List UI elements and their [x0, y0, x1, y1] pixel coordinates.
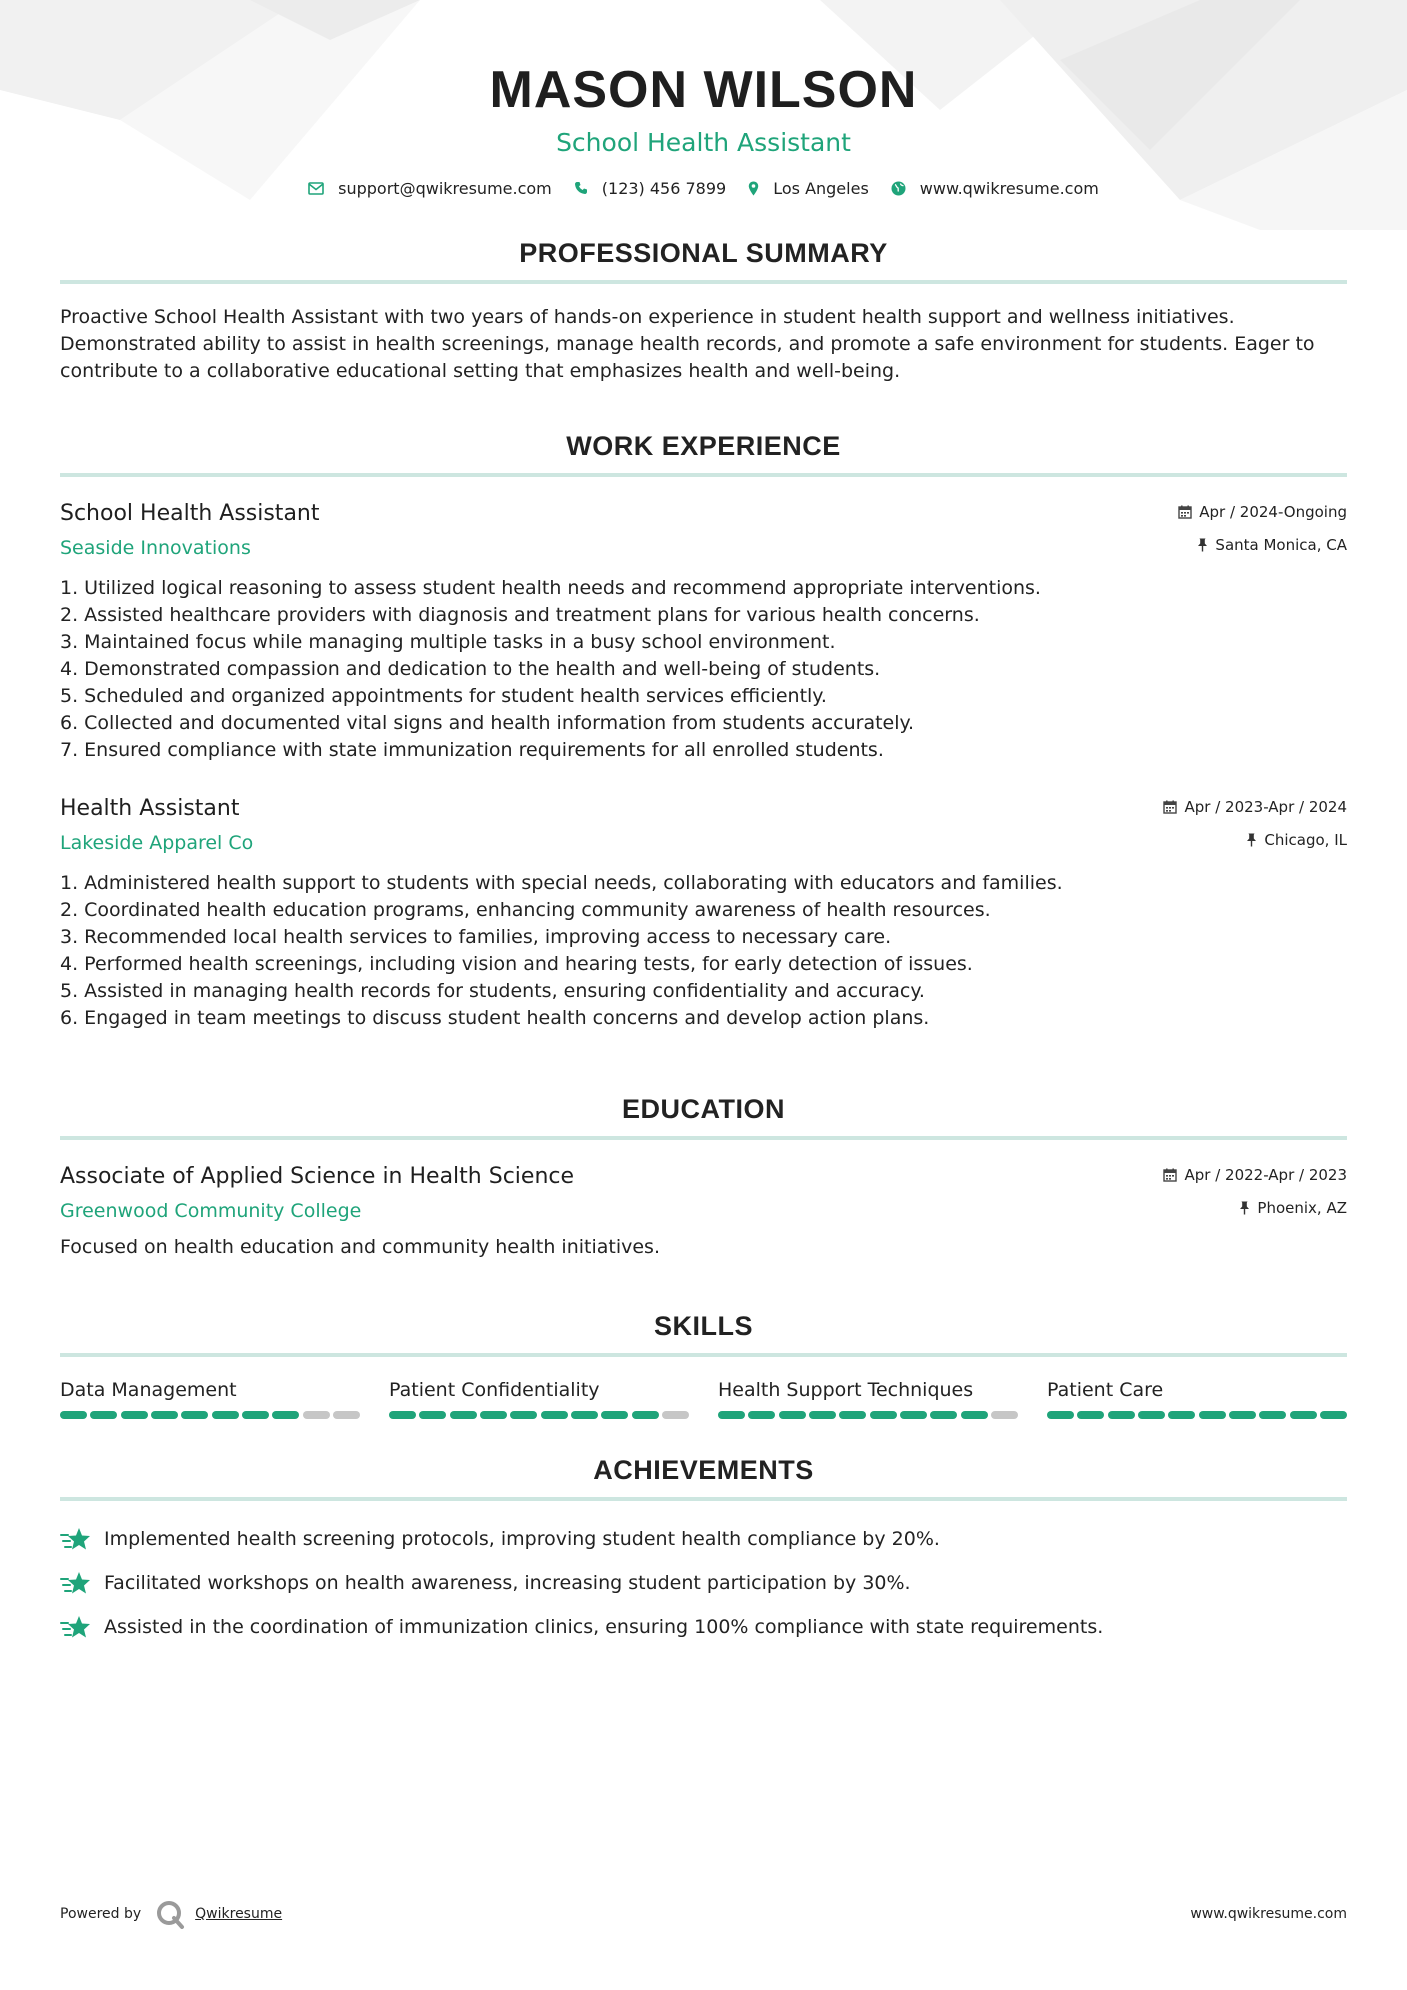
job-location [1163, 827, 1347, 853]
star-icon [60, 1614, 92, 1640]
list-item: 2. Coordinated health education programs, enhancing community awareness of health resources. [60, 899, 991, 921]
calendar-icon [1163, 1168, 1177, 1182]
section-divider [60, 1353, 1347, 1357]
contact-email[interactable] [308, 179, 552, 198]
list-item: 4. Performed health screenings, including vision and hearing tests, for early detection of issues. [60, 953, 973, 975]
list-item: 1. Utilized logical reasoning to assess student health needs and recommend appropriate interventions. [60, 577, 1041, 599]
experience-section [60, 431, 1347, 1032]
education-meta [1163, 1162, 1347, 1221]
section-divider [60, 473, 1347, 477]
list-item: 6. Engaged in team meetings to discuss student health concerns and develop action plans. [60, 1007, 930, 1029]
achievement-text: Assisted in the coordination of immunization clinics, ensuring 100% compliance with state requirements. [104, 1616, 1104, 1638]
company-name: Seaside Innovations [60, 537, 251, 559]
list-item: 3. Maintained focus while managing multiple tasks in a busy school environment. [60, 631, 836, 653]
skill-segment-filled [90, 1411, 117, 1419]
summary-section [60, 238, 1347, 385]
calendar-icon [1163, 800, 1177, 814]
list-item: 6. Collected and documented vital signs and health information from students accurately. [60, 712, 915, 734]
education-location [1163, 1195, 1347, 1221]
pushpin-icon [1246, 833, 1257, 847]
skill-segment-filled [60, 1411, 87, 1419]
skill-segment-filled [930, 1411, 957, 1419]
skill-segment-filled [571, 1411, 598, 1419]
skill-level-bar [1047, 1411, 1347, 1419]
skill-item [389, 1377, 689, 1419]
calendar-icon [1178, 505, 1192, 519]
skill-level-bar [60, 1411, 360, 1419]
job-location [1178, 532, 1347, 558]
skill-segment-filled [632, 1411, 659, 1419]
skill-segment-filled [1108, 1411, 1135, 1419]
skill-segment-filled [212, 1411, 239, 1419]
job-dates [1163, 794, 1347, 820]
website-text: www.qwikresume.com [919, 178, 1099, 198]
contact-location [748, 179, 869, 198]
skill-segment-filled [121, 1411, 148, 1419]
skill-segment-filled [242, 1411, 269, 1419]
company-name: Lakeside Apparel Co [60, 832, 254, 854]
skill-name: Data Management [60, 1379, 237, 1401]
location-text: Los Angeles [773, 178, 869, 198]
dates-text: Apr / 2024-Ongoing [1199, 503, 1347, 521]
skill-segment-filled [1229, 1411, 1256, 1419]
skill-segment-empty [333, 1411, 360, 1419]
skill-segment-filled [510, 1411, 537, 1419]
skill-segment-filled [809, 1411, 836, 1419]
star-icon [60, 1570, 92, 1596]
skill-segment-filled [961, 1411, 988, 1419]
powered-by-label: Powered by [60, 1906, 142, 1922]
skill-segment-filled [779, 1411, 806, 1419]
email-text: support@qwikresume.com [338, 178, 552, 198]
contact-phone[interactable] [574, 179, 726, 198]
skill-segment-filled [389, 1411, 416, 1419]
job-meta [1163, 794, 1347, 853]
skill-segment-filled [718, 1411, 745, 1419]
location-text: Phoenix, AZ [1257, 1199, 1347, 1217]
location-text: Chicago, IL [1264, 831, 1347, 849]
job-dates [1178, 499, 1347, 525]
skill-segment-filled [748, 1411, 775, 1419]
contact-website[interactable] [891, 179, 1099, 198]
skills-heading: SKILLS [653, 1311, 753, 1341]
skill-segment-filled [450, 1411, 477, 1419]
list-item: 1. Administered health support to students with special needs, collaborating with educators and families. [60, 872, 1063, 894]
skill-segment-filled [870, 1411, 897, 1419]
achievements-heading: ACHIEVEMENTS [593, 1455, 814, 1485]
job-bullets [60, 575, 1347, 764]
qwikresume-logo-icon [155, 1899, 185, 1929]
job-entry [60, 794, 1347, 1032]
envelope-icon [308, 182, 324, 195]
achievement-item [60, 1561, 1347, 1605]
education-heading: EDUCATION [622, 1094, 785, 1124]
contact-bar [60, 176, 1347, 200]
skill-name: Patient Confidentiality [389, 1379, 600, 1401]
location-text: Santa Monica, CA [1215, 536, 1347, 554]
star-icon [60, 1526, 92, 1552]
skill-segment-filled [1290, 1411, 1317, 1419]
achievements-section [60, 1455, 1347, 1649]
skill-segment-filled [1168, 1411, 1195, 1419]
candidate-name: MASON WILSON [489, 61, 918, 119]
skill-segment-empty [991, 1411, 1018, 1419]
job-meta [1178, 499, 1347, 558]
job-title: Health Assistant [60, 796, 240, 821]
degree-title: Associate of Applied Science in Health Science [60, 1164, 575, 1189]
dates-text: Apr / 2023-Apr / 2024 [1184, 798, 1347, 816]
list-item: 4. Demonstrated compassion and dedication to the health and well-being of students. [60, 658, 881, 680]
globe-icon [891, 181, 906, 196]
footer-website[interactable]: www.qwikresume.com [1190, 1906, 1347, 1922]
skill-segment-filled [839, 1411, 866, 1419]
skill-item [60, 1377, 360, 1419]
skill-segment-filled [419, 1411, 446, 1419]
skill-segment-filled [1320, 1411, 1347, 1419]
skill-item [718, 1377, 1018, 1419]
dates-text: Apr / 2022-Apr / 2023 [1184, 1166, 1347, 1184]
skill-segment-filled [151, 1411, 178, 1419]
school-name: Greenwood Community College [60, 1200, 362, 1222]
skills-list [60, 1377, 1347, 1419]
education-section [60, 1094, 1347, 1261]
job-title: School Health Assistant [60, 501, 320, 526]
map-pin-icon [748, 181, 759, 196]
brand-link[interactable]: Qwikresume [195, 1906, 283, 1922]
list-item: 7. Ensured compliance with state immunization requirements for all enrolled students. [60, 739, 884, 761]
candidate-title: School Health Assistant [556, 128, 851, 157]
list-item: 2. Assisted healthcare providers with diagnosis and treatment plans for various health concerns. [60, 604, 980, 626]
section-divider [60, 1497, 1347, 1501]
skill-name: Health Support Techniques [718, 1379, 974, 1401]
achievement-text: Implemented health screening protocols, improving student health compliance by 20%. [104, 1528, 940, 1550]
experience-heading: WORK EXPERIENCE [566, 431, 841, 461]
skill-segment-filled [601, 1411, 628, 1419]
education-description: Focused on health education and community health initiatives. [60, 1236, 660, 1258]
education-entry [60, 1162, 1347, 1261]
achievement-item [60, 1605, 1347, 1649]
skill-segment-filled [541, 1411, 568, 1419]
skill-segment-filled [1259, 1411, 1286, 1419]
skill-segment-empty [303, 1411, 330, 1419]
page-footer [60, 1897, 1347, 1931]
skill-segment-filled [1138, 1411, 1165, 1419]
skill-segment-empty [662, 1411, 689, 1419]
phone-icon [574, 181, 588, 195]
achievement-text: Facilitated workshops on health awareness, increasing student participation by 30%. [104, 1572, 911, 1594]
phone-text: (123) 456 7899 [601, 178, 727, 198]
skill-segment-filled [1047, 1411, 1074, 1419]
job-bullets [60, 870, 1347, 1032]
skill-segment-filled [181, 1411, 208, 1419]
list-item: 5. Scheduled and organized appointments for student health services efficiently. [60, 685, 827, 707]
skill-segment-filled [1199, 1411, 1226, 1419]
skill-segment-filled [900, 1411, 927, 1419]
achievement-item [60, 1517, 1347, 1561]
summary-text: Proactive School Health Assistant with two years of hands-on experience in student health support and wellness initiatives. Demonstrated ability to assist in health screenings, manage health records, and promote a safe environment for students. Eager to contribute to a collaborative educational setting that emphasizes health and well-being. [60, 306, 1315, 382]
skill-level-bar [389, 1411, 689, 1419]
pushpin-icon [1197, 538, 1208, 552]
list-item: 3. Recommended local health services to families, improving access to necessary care. [60, 926, 892, 948]
skill-segment-filled [1077, 1411, 1104, 1419]
skill-level-bar [718, 1411, 1018, 1419]
section-divider [60, 280, 1347, 284]
skills-section [60, 1311, 1347, 1419]
skill-name: Patient Care [1047, 1379, 1164, 1401]
achievements-list [60, 1517, 1347, 1649]
list-item: 5. Assisted in managing health records for students, ensuring confidentiality and accuracy. [60, 980, 925, 1002]
job-entry [60, 499, 1347, 764]
pushpin-icon [1239, 1201, 1250, 1215]
summary-heading: PROFESSIONAL SUMMARY [519, 238, 888, 268]
education-dates [1163, 1162, 1347, 1188]
section-divider [60, 1136, 1347, 1140]
skill-segment-filled [480, 1411, 507, 1419]
powered-by [60, 1899, 282, 1929]
skill-item [1047, 1377, 1347, 1419]
skill-segment-filled [272, 1411, 299, 1419]
